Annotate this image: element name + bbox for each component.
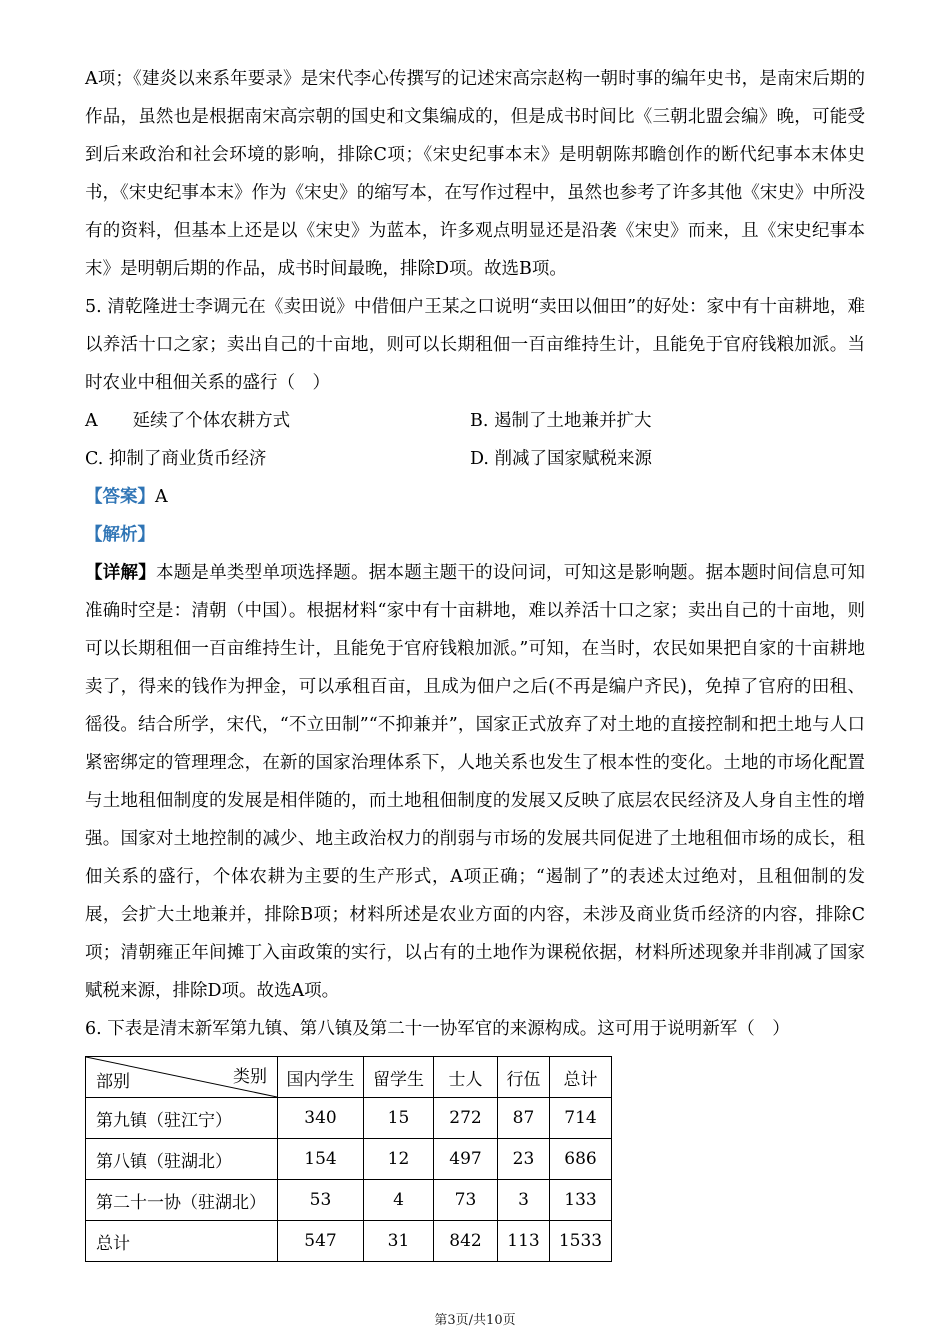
table-cell: 1533 bbox=[550, 1221, 612, 1262]
row-label: 第八镇（驻湖北） bbox=[86, 1139, 278, 1180]
table-cell: 4 bbox=[364, 1180, 434, 1221]
detail-label: 【详解】 bbox=[85, 563, 156, 583]
table-cell: 842 bbox=[434, 1221, 498, 1262]
table-cell: 87 bbox=[498, 1098, 550, 1139]
column-header: 行伍 bbox=[498, 1057, 550, 1098]
table-row bbox=[86, 1139, 612, 1180]
table-cell: 714 bbox=[550, 1098, 612, 1139]
column-header: 留学生 bbox=[364, 1057, 434, 1098]
table-row bbox=[86, 1221, 612, 1262]
row-label: 第九镇（驻江宁） bbox=[86, 1098, 278, 1139]
question-5-stem: 5. 清乾隆进士李调元在《卖田说》中借佃户王某之口说明“卖田以佃田”的好处：家中有十亩耕地，难以养活十口之家；卖出自己的十亩地，则可以长期租佃一百亩维持生计，且能免于官府钱粮加派。当时农业中租佃关系的盛行（ ） bbox=[85, 297, 865, 393]
table-cell: 73 bbox=[434, 1180, 498, 1221]
question-5-detail-paragraph bbox=[85, 554, 865, 1010]
corner-label-unit: 部别 bbox=[96, 1072, 130, 1092]
table-cell: 154 bbox=[278, 1139, 364, 1180]
question-5-answer-line bbox=[85, 478, 865, 516]
question-5-option-d: D. 削减了国家赋税来源 bbox=[470, 449, 653, 469]
question-5-options-row-1 bbox=[85, 402, 865, 440]
question-6-table bbox=[85, 1056, 612, 1262]
table-cell: 53 bbox=[278, 1180, 364, 1221]
table-cell: 133 bbox=[550, 1180, 612, 1221]
column-header: 士人 bbox=[434, 1057, 498, 1098]
answer-label: 【答案】 bbox=[85, 487, 155, 507]
table-cell: 12 bbox=[364, 1139, 434, 1180]
question-5-option-b: B. 遏制了土地兼并扩大 bbox=[470, 411, 652, 431]
table-header-row bbox=[86, 1057, 612, 1098]
corner-label-category: 类别 bbox=[233, 1067, 267, 1087]
column-header: 国内学生 bbox=[278, 1057, 364, 1098]
question-5-option-c: C. 抑制了商业货币经济 bbox=[85, 449, 267, 469]
question-5-analysis-line bbox=[85, 516, 865, 554]
answer-value: A bbox=[155, 487, 168, 507]
table-cell: 23 bbox=[498, 1139, 550, 1180]
table-cell: 15 bbox=[364, 1098, 434, 1139]
row-label: 第二十一协（驻湖北） bbox=[86, 1180, 278, 1221]
table-cell: 547 bbox=[278, 1221, 364, 1262]
table-cell: 497 bbox=[434, 1139, 498, 1180]
table-row bbox=[86, 1180, 612, 1221]
detail-text: 本题是单类型单项选择题。据本题主题干的设问词，可知这是影响题。据本题时间信息可知准确时空是：清朝（中国）。根据材料“家中有十亩耕地，难以养活十口之家；卖出自己的十亩地，则可以长期租佃一百亩维持生计，且能免于官府钱粮加派。”可知，在当时，农民如果把自家的十亩耕地卖了，得来的钱作为押金，可以承租百亩，且成为佃户之后(不再是编户齐民)，免掉了官府的田租、徭役。结合所学，宋代，“不立田制”“不抑兼并”，国家正式放弃了对土地的直接控制和把土地与人口紧密绑定的管理理念，在新的国家治理体系下，人地关系也发生了根本性的变化。土地的市场化配置与土地租佃制度的发展是相伴随的，而土地租佃制度的发展又反映了底层农民经济及人身自主性的增强。国家对土地控制的减少、地主政治权力的削弱与市场的发展共同促进了土地租佃市场的成长，租佃关系的盛行，个体农耕为主要的生产形式，A项正确；“遏制了”的表述太过绝对，且租佃制的发展，会扩大土地兼并，排除B项；材料所述是农业方面的内容，未涉及商业货币经济的内容，排除C项；清朝雍正年间摊丁入亩政策的实行，以占有的土地作为课税依据，材料所述现象并非削减了国家赋税来源，排除D项。故选A项。 bbox=[85, 563, 866, 1001]
table-cell: 686 bbox=[550, 1139, 612, 1180]
question-5-options-row-2 bbox=[85, 440, 865, 478]
question-5-option-a: A 延续了个体农耕方式 bbox=[85, 411, 291, 431]
column-header: 总计 bbox=[550, 1057, 612, 1098]
analysis-label: 【解析】 bbox=[85, 525, 155, 545]
table-cell: 113 bbox=[498, 1221, 550, 1262]
table-row bbox=[86, 1098, 612, 1139]
table-cell: 3 bbox=[498, 1180, 550, 1221]
table-corner-cell bbox=[86, 1057, 278, 1098]
page-number-footer: 第3页/共10页 bbox=[434, 1313, 516, 1328]
row-label: 总计 bbox=[86, 1221, 278, 1262]
prev-question-analysis: A项；《建炎以来系年要录》是宋代李心传撰写的记述宋高宗赵构一朝时事的编年史书，是南宋后期的作品，虽然也是根据南宋高宗朝的国史和文集编成的，但是成书时间比《三朝北盟会编》晚，可能受到后来政治和社会环境的影响，排除C项；《宋史纪事本末》是明朝陈邦瞻创作的断代纪事本末体史书，《宋史纪事本末》作为《宋史》的缩写本，在写作过程中，虽然也参考了许多其他《宋史》中所没有的资料，但基本上还是以《宋史》为蓝本，许多观点明显还是沿袭《宋史》而来，且《宋史纪事本末》是明朝后期的作品，成书时间最晚，排除D项。故选B项。 bbox=[85, 69, 865, 279]
table-cell: 272 bbox=[434, 1098, 498, 1139]
table-cell: 340 bbox=[278, 1098, 364, 1139]
table-cell: 31 bbox=[364, 1221, 434, 1262]
question-6-stem: 6. 下表是清末新军第九镇、第八镇及第二十一协军官的来源构成。这可用于说明新军（ ） bbox=[85, 1019, 790, 1039]
